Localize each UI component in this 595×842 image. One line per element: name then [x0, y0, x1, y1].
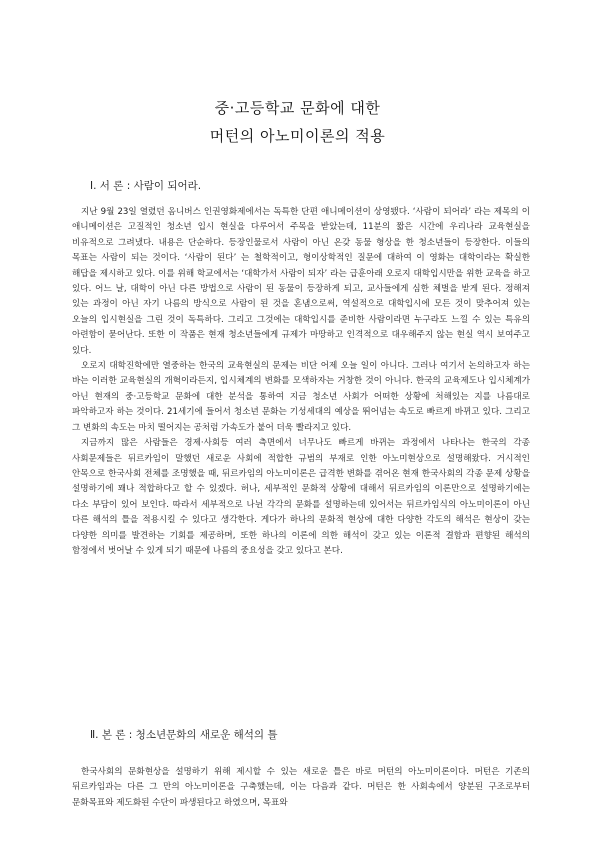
- document-title-line-1: 중·고등학교 문화에 대한: [214, 99, 381, 117]
- paragraph: 지금까지 많은 사람들은 경제·사회등 여러 측면에서 너무나도 빠르게 바뀌는 과정에서 나타나는 한국의 각종 사회문제들은 뒤르카임이 말했던 새로운 사회에 적합한 규범의 부재로 인한 아노미현상으로 설명해왔다. 거시적인 안목으로 한국사회 전체를 조명했을 때, 뒤르카임의 아노미이론은 급격한 변화를 겪어온 현재 한국사회의 각종 문제 상황을 설명하기에 꽤나 적합하다고 할 수 있겠다. 허나, 세부적인 문화적 상황에 대해서 뒤르카임의 이론만으로 설명하기에는 다소 부담이 있어 보인다. 따라서 세부적으로 나뉜 각각의 문화를 설명하는데 있어서는 뒤르카임식의 아노미이론이 아닌 다른 해석의 틀을 적용시킬 수 있다고 생각한다. 게다가 하나의 문화적 현상에 대한 다양한 각도의 해석은 현상이 갖는 다양한 의미를 발견하는 기회를 제공하며, 또한 하나의 이론에 의한 해석이 갖고 있는 이론적 결함과 편향된 해석의 함정에서 벗어날 수 있게 되기 때문에 나름의 중요성을 갖고 있다고 본다.: [72, 438, 530, 556]
- section-heading-introduction: Ⅰ. 서 론 : 사람이 되어라.: [90, 180, 202, 192]
- paragraph: 오로지 대학진학에만 열중하는 한국의 교육현실의 문제는 비단 어제 오늘 일이 아니다. 그러나 여기서 논의하고자 하는 바는 이러한 교육현실의 개혁이라든지, 입시체계의 변화를 모색하자는 거창한 것이 아니다. 한국의 교육제도나 입시체계가 아닌 현재의 중·고등학교 문화에 대한 분석을 통하여 지금 청소년 사회가 어떠한 상황에 처해있는 지를 나름대로 파악하고자 하는 것이다. 21세기에 들어서 청소년 문화는 기성세대의 예상을 뛰어넘는 속도로 빠르게 바뀌고 있다. 그리고 그 변화의 속도는 마치 떨어지는 공처럼 가속도가 붙어 더욱 빨라지고 있다.: [72, 361, 530, 433]
- section-body-introduction: [72, 205, 530, 559]
- section-heading-main-body: Ⅱ. 본 론 : 청소년문화의 새로운 해석의 틀: [90, 729, 278, 741]
- section-body-main: [72, 765, 530, 811]
- paragraph: 지난 9월 23일 열렸던 옴니버스 인권영화제에서는 독특한 단편 애니메이션이 상영됐다. ‘사람이 되어라’ 라는 제목의 이 애니메이션은 고질적인 청소년 입시 현실을 다루어서 주목을 받았는데, 11분의 짧은 시간에 우리나라 교육현실을 비유적으로 그려냈다. 내용은 단순하다. 등장인물로서 사람이 아닌 온갖 동물 형상을 한 청소년들이 등장한다. 이들의 목표는 사람이 되는 것이다. ‘사람이 된다’ 는 철학적이고, 형이상학적인 질문에 대하여 이 영화는 대학이라는 확실한 해답을 제시하고 있다. 이를 위해 학교에서는 ‘대학가서 사람이 되자’ 라는 급훈아래 오로지 대학입시만을 위한 교육을 하고 있다. 어느 날, 대학이 아닌 다른 방법으로 사람이 된 동물이 등장하게 되고, 교사들에게 심한 체벌을 받게 된다. 정해져 있는 과정이 아닌 자기 나름의 방식으로 사람이 된 것을 혼냄으로써, 역설적으로 대학입시에 모든 것이 맞추어져 있는 오늘의 입시현실을 그린 것이 독특하다. 그리고 그것에는 대학입시를 준비한 사람이라면 누구라도 느낄 수 있는 특유의 아련함이 묻어난다. 또한 이 작품은 현재 청소년들에게 규제가 마땅하고 인격적으로 대우해주지 않는 현실 역시 보여주고 있다.: [72, 207, 530, 356]
- document-title-line-2: 머턴의 아노미이론의 적용: [209, 127, 386, 145]
- paragraph: 한국사회의 문화현상을 설명하기 위해 제시할 수 있는 새로운 틀은 바로 머턴의 아노미이론이다. 머턴은 기존의 뒤르카임과는 다른 그 만의 아노미이론을 구축했는데, 이는 다음과 같다. 머턴은 한 사회속에서 양분된 구조로부터 문화목표와 제도화된 수단이 파생된다고 하였으며, 목표와: [72, 767, 530, 808]
